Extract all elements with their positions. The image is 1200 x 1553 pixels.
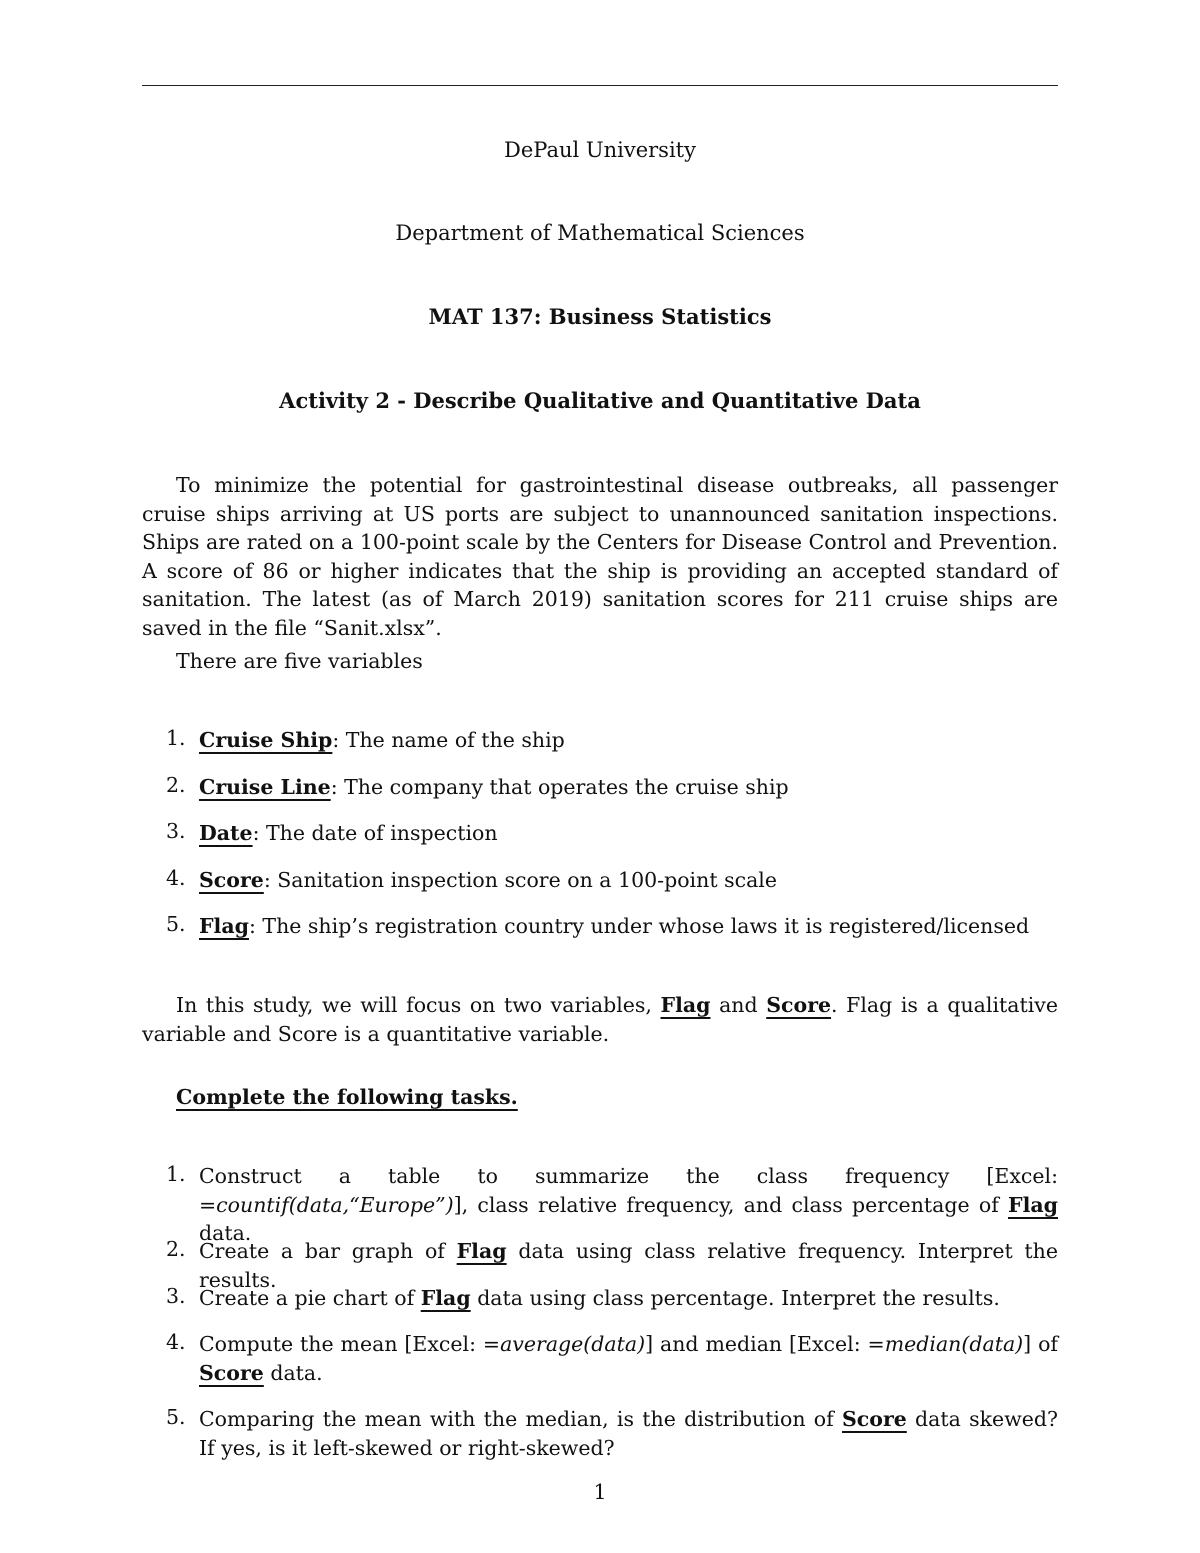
item-number: 1.	[166, 1162, 186, 1186]
item-number: 5.	[166, 1405, 186, 1429]
variable-desc: : Sanitation inspection score on a 100-point scale	[263, 868, 777, 892]
variable-term: Cruise Line	[199, 775, 331, 799]
item-number: 2.	[166, 773, 186, 797]
task-text: data using class percentage. Interpret the results.	[470, 1286, 1000, 1310]
task-term: Flag	[1008, 1192, 1058, 1217]
task-text: ] of	[1023, 1332, 1058, 1356]
department-name: Department of Mathematical Sciences	[395, 221, 805, 245]
item-number: 3.	[166, 819, 186, 843]
item-number: 3.	[166, 1284, 186, 1308]
study-score-term: Score	[766, 993, 832, 1017]
top-rule	[142, 85, 1058, 86]
task-text: Compute the mean [Excel:	[199, 1332, 483, 1356]
item-number: 4.	[166, 1330, 186, 1354]
variable-desc: : The date of inspection	[252, 821, 498, 845]
course-title: MAT 137: Business Statistics	[428, 304, 772, 329]
excel-formula: =countif(data,“Europe”)	[199, 1192, 454, 1217]
task-term: Score	[199, 1360, 264, 1385]
tasks-heading-text: Complete the following tasks.	[176, 1085, 518, 1109]
task-term: Flag	[420, 1286, 471, 1310]
variable-term: Date	[199, 821, 253, 845]
page-number: 1	[593, 1480, 607, 1504]
task-text: data using class relative frequency. Interpret the results.	[199, 1239, 1058, 1292]
study-text-1: In this study, we will focus on two variables,	[176, 993, 652, 1017]
task-text: data skewed? If yes, is it left-skewed or right-skewed?	[199, 1407, 1058, 1460]
variable-desc: : The name of the ship	[332, 728, 565, 752]
task-text: Comparing the mean with the median, is the distribution of	[199, 1407, 842, 1431]
task-text: data.	[199, 1221, 252, 1245]
activity-title: Activity 2 - Describe Qualitative and Quantitative Data	[279, 388, 921, 413]
variable-desc: : The ship’s registration country under whose laws it is registered/licensed	[248, 914, 1030, 938]
item-number: 2.	[166, 1237, 186, 1261]
tasks-heading	[142, 1083, 1058, 1112]
study-text-2: . Flag is a qualitative variable and Score is a quantitative variable.	[142, 993, 1058, 1046]
university-name: DePaul University	[504, 138, 696, 162]
variables-lead: There are five variables	[176, 649, 423, 673]
item-number: 4.	[166, 866, 186, 890]
study-paragraph	[142, 991, 1058, 1048]
task-text: ] and median [Excel:	[645, 1332, 868, 1356]
task-text: ], class relative frequency, and class percentage of	[453, 1192, 1009, 1217]
task-term: Flag	[456, 1239, 507, 1263]
variable-term: Cruise Ship	[199, 728, 333, 752]
item-number: 1.	[166, 726, 186, 750]
item-number: 5.	[166, 912, 186, 936]
task-text: Create a pie chart of	[199, 1286, 421, 1310]
variable-desc: : The company that operates the cruise ship	[330, 775, 789, 799]
excel-formula: =average(data)	[482, 1332, 646, 1356]
task-text: Construct a table to summarize the class frequency [Excel:	[199, 1164, 1058, 1188]
intro-paragraph: To minimize the potential for gastrointestinal disease outbreaks, all passenger cruise ships arriving at US ports are subject to unannounced sanitation inspections. Ships are rated on a 100-point scale by the Centers for Disease Control and Prevention. A score of 86 or higher indicates that the ship is providing an accepted standard of sanitation. The latest (as of March 2019) sanitation scores for 211 cruise ships are saved in the file “Sanit.xlsx”.	[142, 473, 1058, 640]
task-text: data.	[263, 1360, 323, 1385]
excel-formula: =median(data)	[867, 1332, 1024, 1356]
variable-term: Flag	[199, 914, 249, 938]
task-term: Score	[841, 1407, 907, 1431]
variable-term: Score	[199, 868, 264, 892]
study-flag-term: Flag	[660, 993, 711, 1017]
study-and: and	[719, 993, 758, 1017]
task-text: Create a bar graph of	[199, 1239, 457, 1263]
